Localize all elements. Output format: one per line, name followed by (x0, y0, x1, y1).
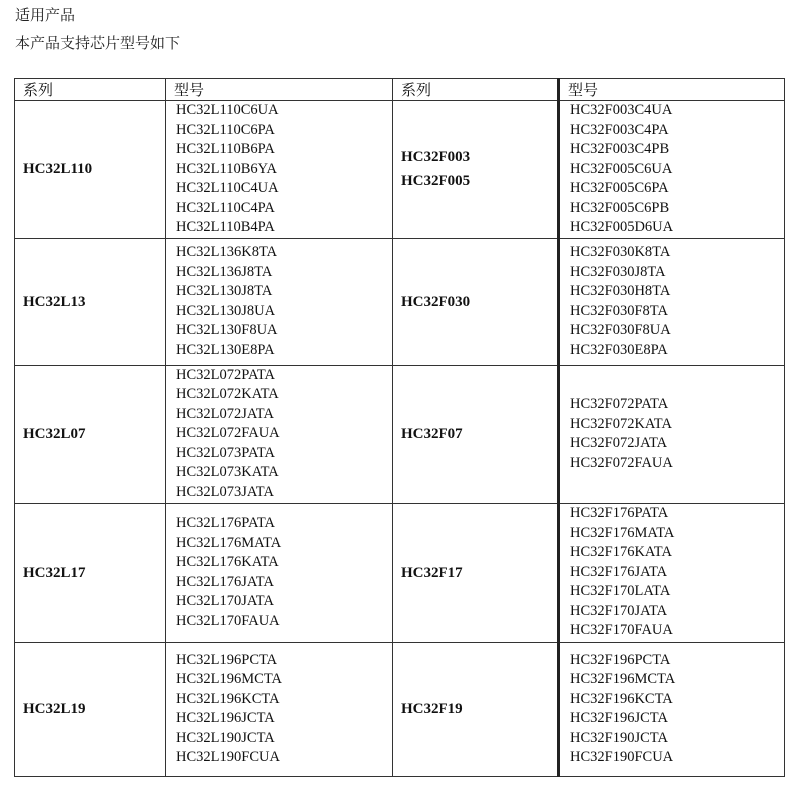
model-number: HC32F072JATA (570, 435, 668, 451)
series-name: HC32F003 (401, 149, 471, 166)
series-name: HC32L13 (23, 293, 86, 310)
model-number: HC32L196JCTA (176, 710, 275, 726)
model-number: HC32L196PCTA (176, 651, 278, 668)
model-number: HC32F030E8PA (570, 341, 668, 358)
model-number: HC32L170JATA (176, 593, 274, 609)
model-number: HC32F005C6UA (570, 160, 673, 177)
models-cell-left (166, 503, 393, 642)
series-name: HC32L07 (23, 426, 86, 442)
model-number: HC32F030K8TA (570, 244, 671, 260)
model-number: HC32F003C4PB (570, 141, 670, 157)
model-number: HC32F072KATA (570, 415, 672, 432)
model-number: HC32F170FAUA (570, 622, 673, 639)
model-number: HC32F176KATA (570, 544, 672, 561)
table-row (15, 503, 785, 642)
series-cell-right (393, 238, 559, 365)
model-number: HC32F190FCUA (570, 749, 674, 765)
table-row (15, 365, 785, 503)
model-number: HC32L110C4PA (176, 199, 275, 216)
model-number: HC32L176JATA (176, 573, 274, 590)
models-cell-right (559, 503, 785, 642)
models-cell-right (559, 101, 785, 239)
series-cell-right (393, 101, 559, 239)
series-name: HC32L19 (23, 701, 86, 717)
model-number: HC32F170JATA (570, 602, 668, 619)
model-number: HC32L136K8TA (176, 244, 278, 260)
series-cell-left (15, 642, 166, 776)
series-name: HC32L110 (23, 161, 93, 178)
series-cell-left (15, 365, 166, 503)
model-number: HC32L073JATA (176, 483, 274, 500)
models-cell-right (559, 365, 785, 503)
chip-model-table (14, 78, 785, 777)
model-number: HC32F030F8TA (570, 302, 668, 319)
models-cell-left (166, 642, 393, 776)
model-number: HC32F072FAUA (570, 454, 673, 471)
series-name: HC32F07 (401, 426, 463, 442)
model-number: HC32F030H8TA (570, 283, 671, 299)
series-name: HC32F17 (401, 564, 463, 581)
model-number: HC32L130J8UA (176, 302, 276, 319)
model-number: HC32F030J8TA (570, 263, 666, 280)
model-number: HC32F196MCTA (570, 671, 676, 687)
table-row (15, 101, 785, 239)
model-number: HC32F005D6UA (570, 219, 674, 235)
model-number: HC32F005C6PA (570, 180, 669, 196)
model-number: HC32F196KCTA (570, 690, 673, 707)
series-cell-right (393, 642, 559, 776)
model-number: HC32L072FAUA (176, 425, 280, 442)
header-series-left: 系列 (15, 79, 166, 101)
model-number: HC32L110B6YA (176, 160, 277, 177)
series-cell-left (15, 101, 166, 239)
model-number: HC32F003C4UA (570, 102, 673, 118)
series-cell-right (393, 365, 559, 503)
model-number: HC32F030F8UA (570, 322, 671, 338)
table-header-row (15, 79, 785, 101)
header-model-right: 型号 (559, 79, 785, 101)
model-number: HC32F190JCTA (570, 729, 668, 746)
model-number: HC32F176PATA (570, 505, 669, 522)
model-number: HC32F072PATA (570, 396, 669, 412)
series-cell-left (15, 503, 166, 642)
series-cell-right (393, 503, 559, 642)
model-number: HC32F005C6PB (570, 199, 670, 216)
model-number: HC32L170FAUA (176, 612, 280, 629)
header-series-right: 系列 (393, 79, 559, 101)
model-number: HC32L176MATA (176, 534, 282, 551)
model-number: HC32L073KATA (176, 464, 279, 481)
model-number: HC32F170LATA (570, 583, 671, 600)
model-number: HC32L072PATA (176, 366, 276, 383)
series-name: HC32F030 (401, 293, 471, 310)
model-number: HC32L130J8TA (176, 283, 273, 299)
model-number: HC32L176KATA (176, 554, 279, 570)
model-number: HC32F003C4PA (570, 121, 669, 138)
series-name: HC32F19 (401, 701, 463, 717)
model-number: HC32L196KCTA (176, 690, 280, 707)
model-number: HC32L176PATA (176, 515, 276, 531)
model-number: HC32L190JCTA (176, 729, 275, 746)
table-row (15, 238, 785, 365)
model-number: HC32L110B6PA (176, 141, 275, 157)
models-cell-left (166, 365, 393, 503)
model-number: HC32F176JATA (570, 563, 668, 580)
model-number: HC32F196PCTA (570, 651, 671, 668)
models-cell-right (559, 642, 785, 776)
model-number: HC32L130E8PA (176, 341, 275, 358)
model-number: HC32F176MATA (570, 524, 675, 541)
series-name: HC32F005 (401, 173, 471, 190)
model-number: HC32L073PATA (176, 444, 276, 461)
document-title: 适用产品 (15, 6, 76, 24)
model-number: HC32L072KATA (176, 386, 279, 403)
models-cell-left (166, 238, 393, 365)
series-name: HC32L17 (23, 564, 86, 581)
series-cell-left (15, 238, 166, 365)
model-number: HC32F196JCTA (570, 710, 668, 726)
model-number: HC32L130F8UA (176, 322, 278, 338)
model-number: HC32L110C6PA (176, 121, 275, 138)
header-model-left: 型号 (166, 79, 393, 101)
model-number: HC32L110B4PA (176, 219, 275, 235)
models-cell-left (166, 101, 393, 239)
model-number: HC32L072JATA (176, 405, 274, 422)
table-row (15, 642, 785, 776)
model-number: HC32L190FCUA (176, 749, 280, 765)
model-number: HC32L110C4UA (176, 180, 279, 196)
document-subtitle: 本产品支持芯片型号如下 (15, 34, 181, 52)
model-number: HC32L136J8TA (176, 263, 273, 280)
model-number: HC32L196MCTA (176, 671, 282, 687)
model-number: HC32L110C6UA (176, 102, 279, 118)
models-cell-right (559, 238, 785, 365)
